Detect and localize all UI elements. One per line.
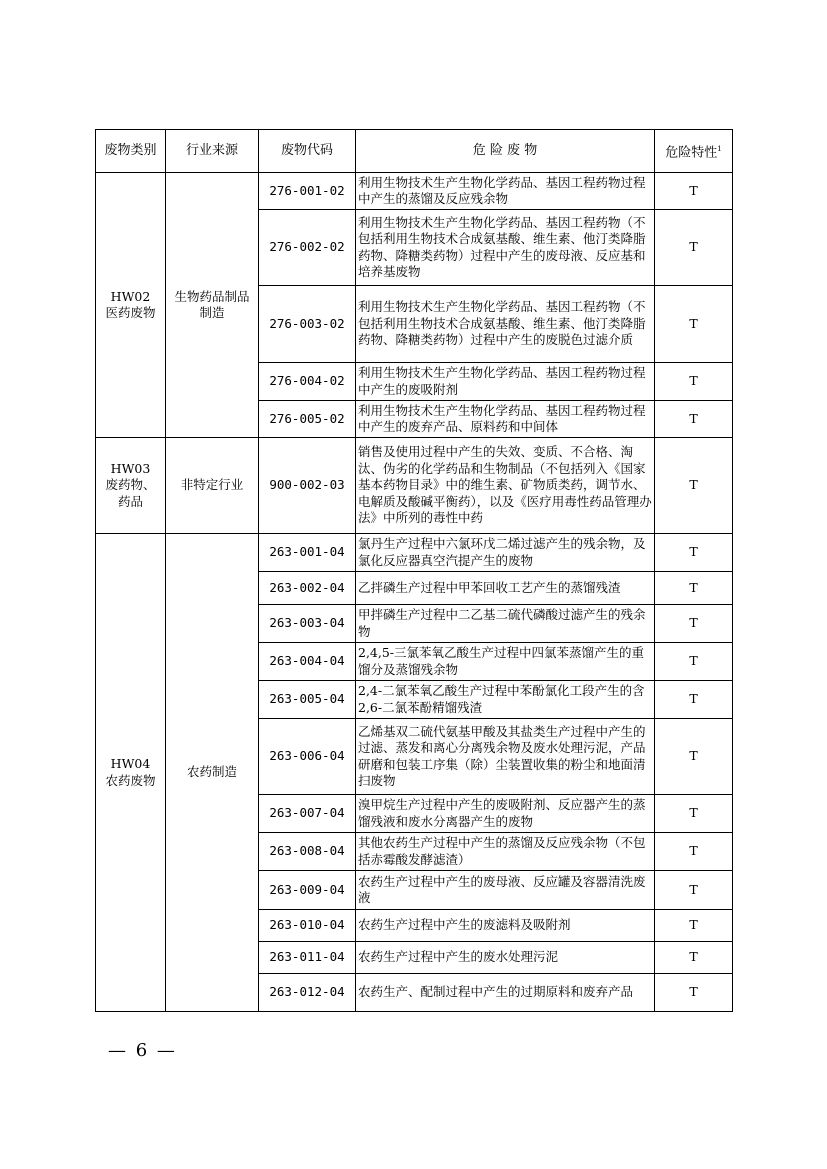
waste-description: 农药生产、配制过程中产生的过期原料和废弃产品	[356, 974, 655, 1012]
header-code: 废物代码	[259, 130, 356, 173]
hazard-characteristic: T	[655, 438, 733, 534]
waste-code: 276-001-02	[259, 173, 356, 210]
category-cell-hw02	[96, 173, 166, 438]
industry-cell: 农药制造	[166, 534, 259, 1012]
hazard-characteristic: T	[655, 942, 733, 974]
waste-description: 利用生物技术生产生物化学药品、基因工程药物（不包括利用生物技术合成氨基酸、维生素、他汀类降脂药物、降糖类药物）过程中产生的废母液、反应基和培养基废物	[356, 210, 655, 286]
header-industry: 行业来源	[166, 130, 259, 173]
hazard-characteristic: T	[655, 681, 733, 719]
header-characteristic	[655, 130, 733, 173]
waste-description: 溴甲烷生产过程中产生的废吸附剂、反应器产生的蒸馏残液和废水分离器产生的废物	[356, 795, 655, 833]
waste-description: 2,4,5-三氯苯氧乙酸生产过程中四氯苯蒸馏产生的重馏分及蒸馏残余物	[356, 643, 655, 681]
category-code: HW04	[110, 756, 151, 771]
table-header-row	[96, 130, 733, 173]
waste-description: 乙烯基双二硫代氨基甲酸及其盐类生产过程中产生的过滤、蒸发和离心分离残余物及废水处理污泥，产品研磨和包装工序集（除）尘装置收集的粉尘和地面清扫废物	[356, 719, 655, 795]
hazard-characteristic: T	[655, 833, 733, 871]
hazard-characteristic: T	[655, 910, 733, 942]
footnote-marker: 1	[717, 144, 722, 153]
category-name: 医药废物	[105, 305, 156, 320]
waste-description: 农药生产过程中产生的废水处理污泥	[356, 942, 655, 974]
waste-code: 276-004-02	[259, 363, 356, 401]
industry-cell: 非特定行业	[166, 438, 259, 534]
table-row	[96, 438, 733, 534]
waste-description: 2,4-二氯苯氧乙酸生产过程中苯酚氯化工段产生的含 2,6-二氯苯酚精馏残渣	[356, 681, 655, 719]
hazard-characteristic: T	[655, 605, 733, 643]
hazard-characteristic: T	[655, 795, 733, 833]
waste-code: 263-004-04	[259, 643, 356, 681]
hazard-characteristic: T	[655, 534, 733, 572]
hazard-characteristic: T	[655, 643, 733, 681]
category-code: HW03	[110, 460, 151, 476]
waste-description: 农药生产过程中产生的废母液、反应罐及容器清洗废液	[356, 871, 655, 910]
waste-code: 263-001-04	[259, 534, 356, 572]
header-waste: 危 险 废 物	[356, 130, 655, 173]
waste-code: 263-002-04	[259, 572, 356, 605]
hazard-characteristic: T	[655, 974, 733, 1012]
waste-description: 利用生物技术生产生物化学药品、基因工程药物（不包括利用生物技术合成氨基酸、维生素、他汀类降脂药物、降糖类药物）过程中产生的废脱色过滤介质	[356, 286, 655, 363]
waste-code: 276-002-02	[259, 210, 356, 286]
hazard-characteristic: T	[655, 401, 733, 438]
waste-description: 利用生物技术生产生物化学药品、基因工程药物过程中产生的蒸馏及反应残余物	[356, 173, 655, 210]
hazard-characteristic: T	[655, 871, 733, 910]
waste-code: 263-007-04	[259, 795, 356, 833]
category-cell-hw04	[96, 534, 166, 1012]
category-name: 药品	[117, 493, 143, 509]
waste-description: 乙拌磷生产过程中甲苯回收工艺产生的蒸馏残渣	[356, 572, 655, 605]
waste-code: 263-003-04	[259, 605, 356, 643]
waste-code: 263-008-04	[259, 833, 356, 871]
header-category: 废物类别	[96, 130, 166, 173]
waste-code: 276-005-02	[259, 401, 356, 438]
category-code: HW02	[110, 288, 151, 304]
waste-description: 农药生产过程中产生的废滤料及吸附剂	[356, 910, 655, 942]
industry-line: 制造	[199, 305, 225, 320]
page-number: — 6 —	[108, 1040, 177, 1061]
table-row	[96, 534, 733, 572]
hazard-characteristic: T	[655, 719, 733, 795]
waste-code: 263-012-04	[259, 974, 356, 1012]
industry-cell	[166, 173, 259, 438]
category-name: 农药废物	[105, 772, 156, 788]
waste-code: 263-009-04	[259, 871, 356, 910]
industry-line: 生物药品制品	[174, 288, 250, 304]
header-characteristic-label: 危险特性	[665, 144, 718, 160]
waste-description: 销售及使用过程中产生的失效、变质、不合格、淘汰、伪劣的化学药品和生物制品（不包括列入《国家基本药物目录》中的维生素、矿物质类药，调节水、电解质及酸碱平衡药），以及《医疗用毒性药品管理办法》中所列的毒性中药	[356, 438, 655, 534]
hazard-characteristic: T	[655, 286, 733, 363]
waste-code: 263-010-04	[259, 910, 356, 942]
waste-description: 利用生物技术生产生物化学药品、基因工程药物过程中产生的废弃产品、原料药和中间体	[356, 401, 655, 438]
waste-code: 263-011-04	[259, 942, 356, 974]
waste-code: 276-003-02	[259, 286, 356, 363]
waste-code: 900-002-03	[259, 438, 356, 534]
table-row	[96, 173, 733, 210]
waste-description: 氯丹生产过程中六氯环戊二烯过滤产生的残余物，及氯化反应器真空汽提产生的废物	[356, 534, 655, 572]
waste-description: 甲拌磷生产过程中二乙基二硫代磷酸过滤产生的残余物	[356, 605, 655, 643]
hazard-characteristic: T	[655, 363, 733, 401]
category-cell-hw03	[96, 438, 166, 534]
hazard-characteristic: T	[655, 572, 733, 605]
hazardous-waste-table	[95, 129, 733, 1012]
waste-code: 263-005-04	[259, 681, 356, 719]
category-name: 废药物、	[105, 477, 156, 493]
waste-code: 263-006-04	[259, 719, 356, 795]
waste-description: 利用生物技术生产生物化学药品、基因工程药物过程中产生的废吸附剂	[356, 363, 655, 401]
waste-description: 其他农药生产过程中产生的蒸馏及反应残余物（不包括赤霉酸发酵滤渣）	[356, 833, 655, 871]
hazard-characteristic: T	[655, 173, 733, 210]
hazard-characteristic: T	[655, 210, 733, 286]
